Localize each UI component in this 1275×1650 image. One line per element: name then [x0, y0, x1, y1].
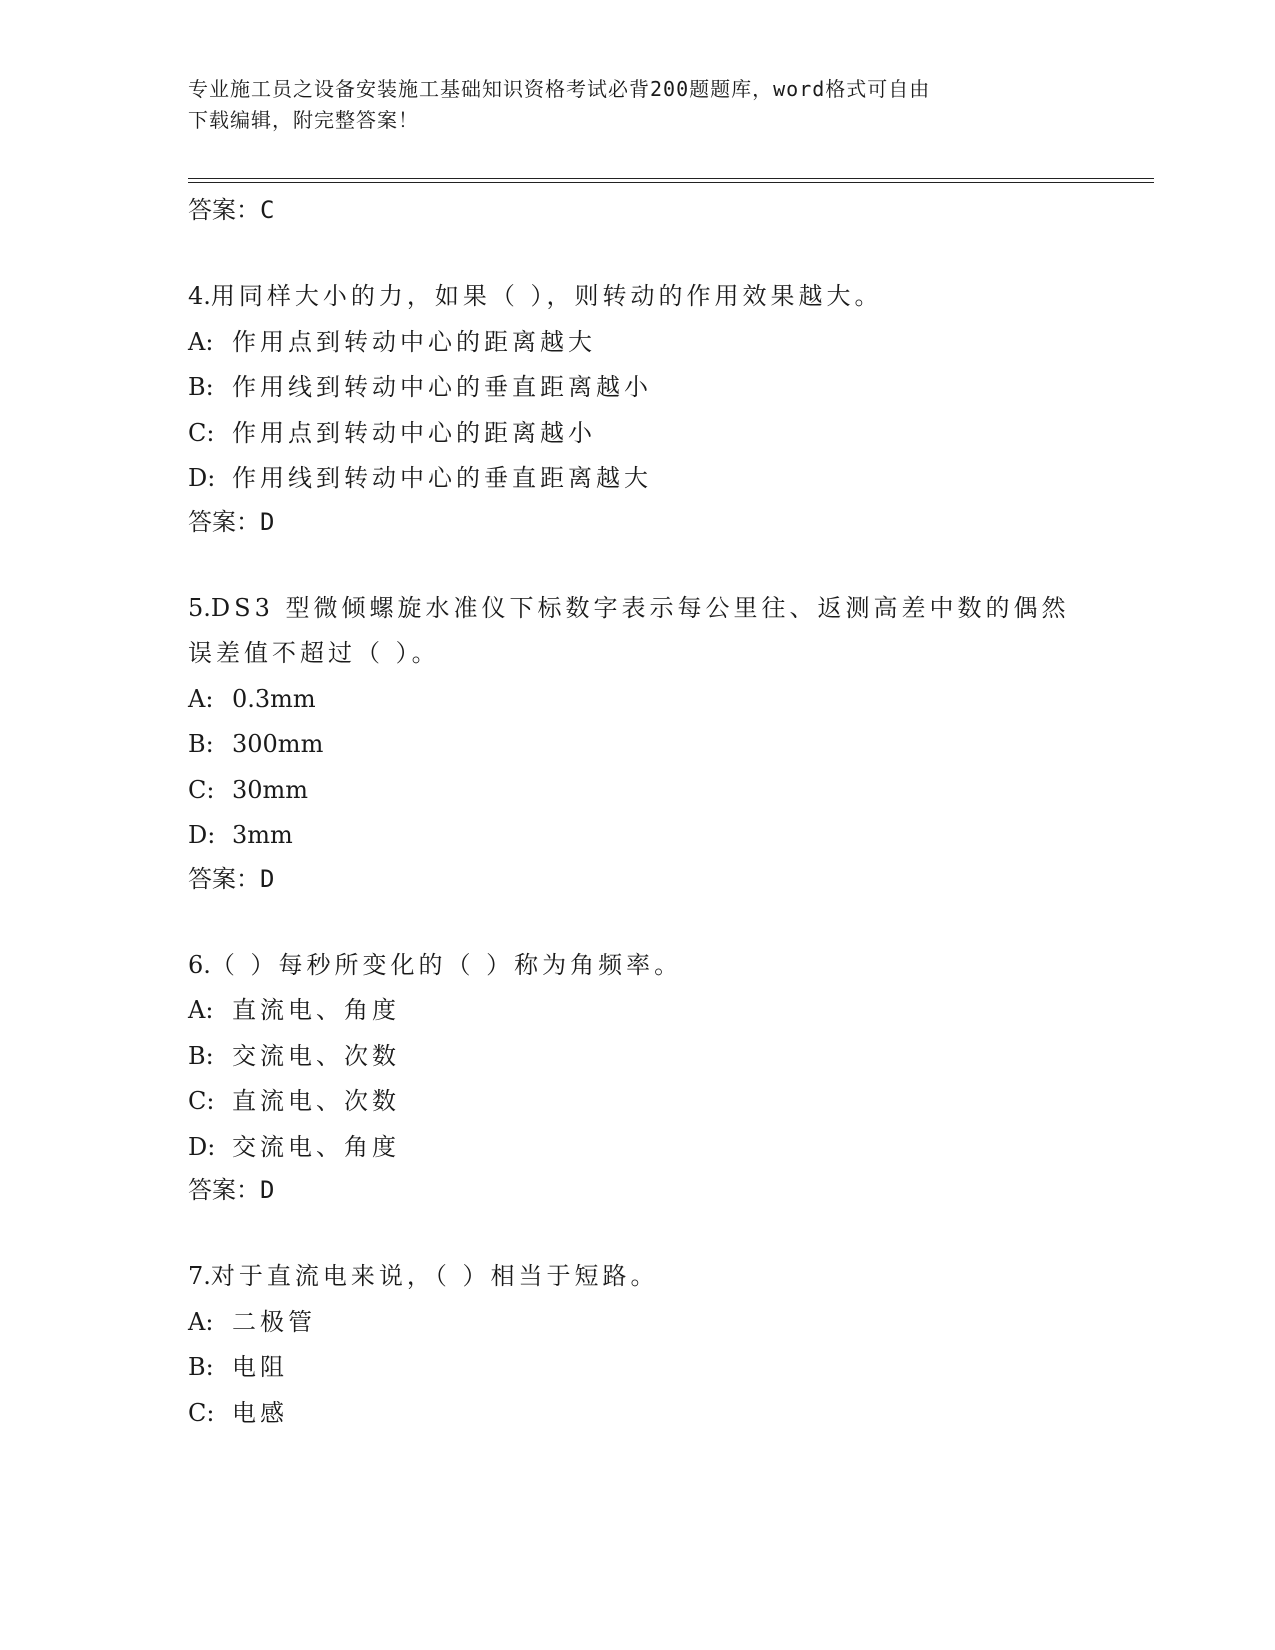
question-text: 误差值不超过（ ）。	[188, 639, 440, 667]
option-text: 作用线到转动中心的垂直距离越小	[232, 373, 652, 401]
option-text: 电感	[232, 1398, 288, 1427]
question-text: 用同样大小的力，如果（ ），则转动的作用效果越大。	[210, 282, 883, 310]
option-text: 300mm	[232, 730, 324, 758]
question-number: 5.	[188, 593, 211, 622]
option-text: 作用线到转动中心的垂直距离越大	[232, 464, 652, 492]
header-title-line-1: 专业施工员之设备安装施工基础知识资格考试必背200题题库，word格式可自由	[188, 77, 931, 101]
option-letter: C:	[188, 418, 215, 447]
question-number: 4.	[188, 282, 211, 310]
question-answer	[188, 1170, 1118, 1210]
option-d	[188, 456, 1118, 502]
option-letter: C:	[188, 1398, 215, 1427]
header-divider-top	[188, 178, 1154, 179]
option-letter: D:	[188, 464, 216, 492]
option-letter: B:	[188, 373, 214, 401]
option-b	[188, 365, 1118, 411]
question-text: （ ）每秒所变化的（ ）称为角频率。	[210, 950, 683, 979]
option-b	[188, 722, 1118, 768]
option-d	[188, 1125, 1118, 1171]
answer-value: D	[260, 1176, 275, 1204]
question-6	[188, 943, 1118, 1211]
question-stem	[188, 943, 1118, 989]
question-5	[188, 586, 1118, 899]
option-c	[188, 1391, 1118, 1437]
answer-label: 答案：	[188, 1176, 260, 1204]
question-text: 对于直流电来说，（ ）相当于短路。	[210, 1262, 659, 1290]
answer-value: D	[260, 864, 275, 893]
option-text: 直流电、次数	[232, 1087, 400, 1115]
option-a	[188, 988, 1118, 1034]
option-c	[188, 411, 1118, 457]
option-text: 作用点到转动中心的距离越大	[232, 327, 596, 356]
option-d	[188, 813, 1118, 859]
question-stem	[188, 274, 1118, 320]
option-text: 交流电、次数	[232, 1041, 400, 1070]
option-text: 30mm	[232, 775, 309, 804]
option-letter: A:	[188, 996, 214, 1024]
question-number: 6.	[188, 950, 211, 979]
header-divider-bottom	[188, 182, 1154, 183]
question-stem-continued	[188, 631, 1118, 677]
option-text: 二极管	[232, 1307, 316, 1336]
question-text: DS3 型微倾螺旋水准仪下标数字表示每公里往、返测高差中数的偶然	[210, 593, 1070, 622]
option-b	[188, 1345, 1118, 1391]
option-c	[188, 1079, 1118, 1125]
option-letter: B:	[188, 1041, 214, 1070]
option-a	[188, 320, 1118, 366]
option-text: 交流电、角度	[232, 1132, 400, 1161]
question-answer	[188, 859, 1118, 899]
answer-value: C	[260, 196, 275, 224]
question-number: 7.	[188, 1262, 211, 1290]
answer-value: D	[260, 507, 275, 536]
option-letter: D:	[188, 821, 216, 849]
question-7	[188, 1254, 1118, 1436]
option-b	[188, 1034, 1118, 1080]
question-stem	[188, 1254, 1118, 1300]
document-header	[188, 74, 1068, 136]
question-stem	[188, 586, 1118, 632]
answer-label: 答案：	[188, 507, 260, 536]
option-a	[188, 1300, 1118, 1346]
answer-label: 答案：	[188, 196, 260, 224]
option-a	[188, 677, 1118, 723]
option-letter: C:	[188, 1087, 215, 1115]
question-list	[188, 190, 1118, 1480]
previous-answer	[188, 190, 1118, 230]
option-text: 直流电、角度	[232, 996, 400, 1024]
option-text: 电阻	[232, 1353, 288, 1381]
option-text: 3mm	[232, 821, 293, 849]
option-letter: A:	[188, 1307, 214, 1336]
answer-label: 答案：	[188, 864, 260, 893]
header-title-line-2: 下载编辑，附完整答案！	[188, 108, 419, 132]
option-letter: C:	[188, 775, 215, 804]
option-text: 作用点到转动中心的距离越小	[232, 418, 596, 447]
option-letter: A:	[188, 684, 214, 713]
option-letter: A:	[188, 327, 214, 356]
question-answer	[188, 502, 1118, 542]
question-4	[188, 274, 1118, 542]
option-letter: B:	[188, 1353, 214, 1381]
option-text: 0.3mm	[232, 684, 316, 713]
option-letter: D:	[188, 1132, 216, 1161]
option-c	[188, 768, 1118, 814]
option-letter: B:	[188, 730, 214, 758]
